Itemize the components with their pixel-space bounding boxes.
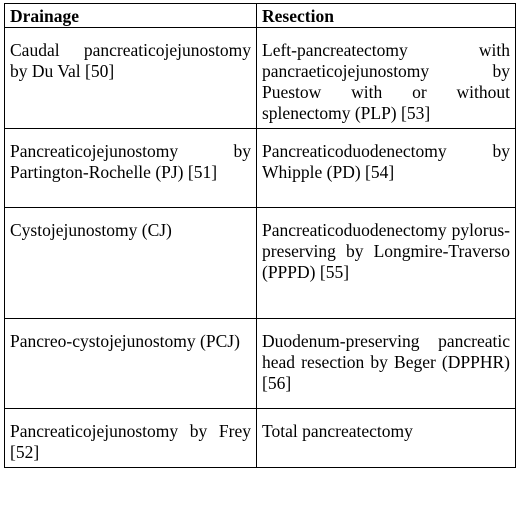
resection-cell: Left-pancreatectomy with pancraeticojejunostomy by Puestow with or without splenectomy (PLP) [53] bbox=[257, 28, 516, 129]
resection-cell: Duodenum-preserving pancreatic head resection by Beger (DPPHR) [56] bbox=[257, 319, 516, 409]
procedures-table bbox=[4, 3, 516, 468]
table-header-row bbox=[5, 4, 516, 28]
table-row bbox=[5, 409, 516, 468]
drainage-cell: Caudal pancreaticojejunostomy by Du Val [50] bbox=[5, 28, 257, 129]
drainage-cell: Pancreaticojejunostomy by Frey [52] bbox=[5, 409, 257, 468]
drainage-cell: Pancreo-cystojejunostomy (PCJ) bbox=[5, 319, 257, 409]
resection-cell: Pancreaticoduodenectomy by Whipple (PD) [54] bbox=[257, 129, 516, 208]
table-row bbox=[5, 129, 516, 208]
table-row bbox=[5, 319, 516, 409]
resection-cell: Pancreaticoduodenectomy pylorus-preserving by Longmire-Traverso (PPPD) [55] bbox=[257, 208, 516, 319]
table-row bbox=[5, 208, 516, 319]
header-resection: Resection bbox=[257, 4, 516, 28]
table-row bbox=[5, 28, 516, 129]
drainage-cell: Pancreaticojejunostomy by Partington-Rochelle (PJ) [51] bbox=[5, 129, 257, 208]
header-drainage: Drainage bbox=[5, 4, 257, 28]
resection-cell: Total pancreatectomy bbox=[257, 409, 516, 468]
drainage-cell: Cystojejunostomy (CJ) bbox=[5, 208, 257, 319]
